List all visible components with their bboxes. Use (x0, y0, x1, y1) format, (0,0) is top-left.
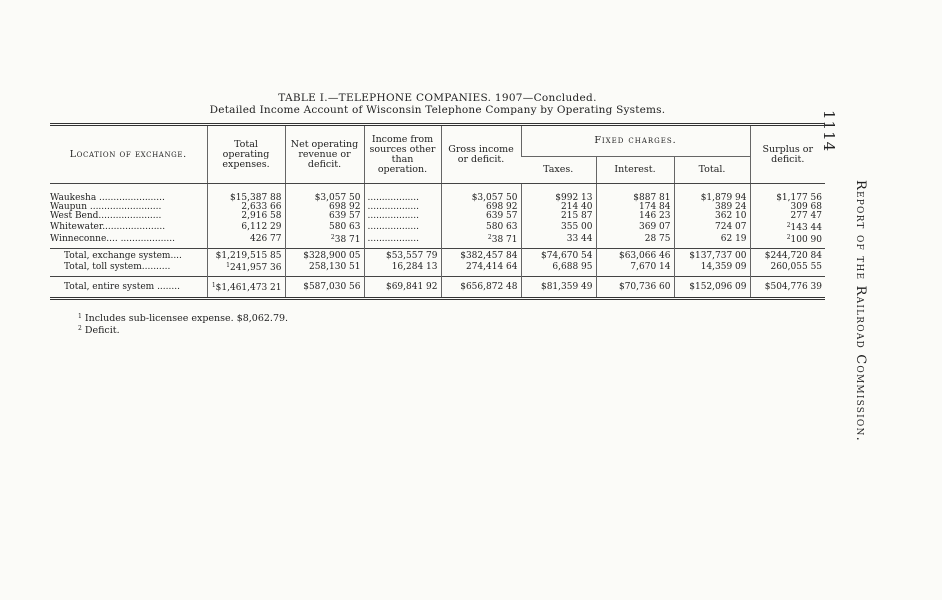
taxes-cell (521, 184, 596, 204)
exchange-name-cell (50, 261, 207, 277)
cell-value: 639 57 (329, 211, 361, 221)
cell-value: $587,030 56 (303, 281, 361, 292)
cell-value: .................. (367, 233, 419, 244)
operating-cell (207, 184, 285, 204)
total-cell (674, 184, 750, 204)
exchange-name-cell (50, 277, 207, 299)
cell-value: $1,879 94 (700, 193, 747, 203)
grand-total-row (50, 277, 825, 299)
footnote-mark: 2 (78, 325, 82, 332)
cell-value: 143 44 (790, 223, 823, 233)
taxes-cell (521, 277, 596, 299)
gross-cell (441, 277, 521, 299)
cell-value: $382,457 84 (460, 251, 518, 261)
cell-value: Whitewater...................... (50, 221, 166, 232)
cell-value: Waukesha ....................... (50, 193, 165, 203)
interest-cell (596, 277, 674, 299)
gross-cell (441, 233, 521, 249)
footnote-mark: 2 (487, 234, 492, 241)
header-fixed-total: Total. (674, 157, 750, 184)
cell-value: 2,633 66 (241, 202, 282, 212)
cell-value: 14,359 09 (700, 261, 747, 272)
header-location: Location of exchange. (50, 125, 207, 184)
cell-value: $1,177 56 (776, 193, 823, 203)
total-cell (674, 249, 750, 262)
cell-value: 62 19 (720, 233, 747, 244)
cell-value: 277 47 (790, 211, 823, 221)
cell-value: Total, exchange system.... (64, 251, 182, 261)
cell-value: 362 10 (715, 211, 747, 221)
other-cell (364, 233, 441, 249)
operating-cell (207, 221, 285, 233)
gross-cell (441, 184, 521, 204)
cell-value: 2,916 58 (241, 211, 282, 221)
footnote-mark: 1 (78, 313, 82, 320)
interest-cell (596, 233, 674, 249)
gross-cell (441, 261, 521, 277)
cell-value: Waupun ......................... (50, 202, 162, 212)
exchange-name-cell (50, 221, 207, 233)
header-taxes: Taxes. (521, 157, 596, 184)
cell-value: $1,219,515 85 (215, 251, 282, 261)
cell-value: $70,736 60 (618, 281, 671, 292)
cell-value: 241,957 36 (229, 263, 282, 273)
income-table (50, 123, 825, 300)
cell-value: $244,720 84 (764, 251, 823, 261)
footnotes (78, 312, 288, 336)
total-cell (674, 233, 750, 249)
table-row (50, 184, 825, 204)
surplus-cell (750, 277, 825, 299)
operating-cell (207, 249, 285, 262)
cell-value: 580 63 (486, 221, 518, 232)
running-head: Report of the Railroad Commission. (853, 180, 868, 442)
net-cell (285, 221, 364, 233)
cell-value: 639 57 (486, 211, 518, 221)
header-income-other: Income from sources other than operation. (364, 125, 441, 184)
total-cell (674, 212, 750, 221)
cell-value: 7,670 14 (630, 261, 671, 272)
cell-value: 355 00 (561, 221, 593, 232)
cell-value: 309 68 (790, 202, 823, 212)
operating-cell (207, 277, 285, 299)
surplus-cell (750, 249, 825, 262)
table-row (50, 233, 825, 249)
table-title: TABLE I.—TELEPHONE COMPANIES. 1907—Concluded. (278, 92, 597, 104)
taxes-cell (521, 212, 596, 221)
interest-cell (596, 212, 674, 221)
exchange-name-cell (50, 233, 207, 249)
taxes-cell (521, 261, 596, 277)
header-total-operating: Total operating expenses. (207, 125, 285, 184)
cell-value: $53,557 79 (385, 251, 438, 261)
gross-cell (441, 249, 521, 262)
cell-value: 100 90 (790, 235, 823, 245)
header-fixed-charges: Fixed charges. (521, 125, 750, 157)
exchange-name-cell (50, 212, 207, 221)
cell-value: 698 92 (329, 202, 361, 212)
surplus-cell (750, 221, 825, 233)
table-subtitle: Detailed Income Account of Wisconsin Telephone Company by Operating Systems. (209, 104, 666, 116)
cell-value: 174 84 (639, 202, 671, 212)
cell-value: 698 92 (486, 202, 518, 212)
total-row (50, 249, 825, 262)
footnote (78, 324, 288, 336)
total-row (50, 261, 825, 277)
exchange-name-cell (50, 184, 207, 204)
table-row (50, 203, 825, 212)
cell-value: 6,688 95 (552, 261, 593, 272)
interest-cell (596, 221, 674, 233)
cell-value: Winneconne.... ................... (50, 233, 175, 244)
cell-value: $992 13 (555, 193, 593, 203)
taxes-cell (521, 249, 596, 262)
cell-value: $81,359 49 (540, 281, 593, 292)
cell-value: Total, entire system ........ (64, 281, 180, 292)
footnote-mark: 2 (786, 222, 791, 229)
cell-value: 426 77 (250, 233, 282, 244)
other-cell (364, 261, 441, 277)
table-row (50, 221, 825, 233)
footnote (78, 312, 288, 324)
operating-cell (207, 261, 285, 277)
net-cell (285, 233, 364, 249)
net-cell (285, 277, 364, 299)
cell-value: 580 63 (329, 221, 361, 232)
surplus-cell (750, 184, 825, 204)
cell-value: $656,872 48 (460, 281, 518, 292)
cell-value: 146 23 (639, 211, 671, 221)
cell-value: $3,057 50 (314, 193, 361, 203)
cell-value: 16,284 13 (391, 261, 438, 272)
cell-value: $504,776 39 (764, 281, 823, 292)
other-cell (364, 277, 441, 299)
cell-value: $152,096 09 (689, 281, 747, 292)
cell-value: 6,112 29 (241, 221, 282, 232)
cell-value: 38 71 (491, 235, 518, 245)
cell-value: .................. (367, 211, 419, 221)
page-number: 1114 (820, 110, 838, 153)
gross-cell (441, 221, 521, 233)
header-gross-income: Gross income or deficit. (441, 125, 521, 184)
other-cell (364, 249, 441, 262)
cell-value: 389 24 (715, 202, 747, 212)
cell-value: $3,057 50 (471, 193, 518, 203)
interest-cell (596, 184, 674, 204)
cell-value: Total, toll system.......... (64, 261, 171, 272)
net-cell (285, 184, 364, 204)
operating-cell (207, 212, 285, 221)
table-row (50, 212, 825, 221)
cell-value: 724 07 (715, 221, 747, 232)
net-cell (285, 212, 364, 221)
cell-value: $887 81 (633, 193, 671, 203)
cell-value: West Bend...................... (50, 211, 162, 221)
cell-value: .................. (367, 221, 419, 232)
surplus-cell (750, 212, 825, 221)
cell-value: $137,737 00 (689, 251, 747, 261)
gross-cell (441, 212, 521, 221)
cell-value: .................. (367, 202, 419, 212)
table-body (50, 184, 825, 299)
net-cell (285, 261, 364, 277)
footnote-text: Includes sub-licensee expense. $8,062.79. (81, 313, 289, 324)
footnote-mark: 2 (330, 234, 335, 241)
cell-value: 28 75 (644, 233, 671, 244)
surplus-cell (750, 261, 825, 277)
cell-value: 215 87 (561, 211, 593, 221)
other-cell (364, 221, 441, 233)
total-cell (674, 277, 750, 299)
interest-cell (596, 261, 674, 277)
cell-value: $69,841 92 (385, 281, 438, 292)
footnote-mark: 1 (211, 282, 216, 289)
other-cell (364, 212, 441, 221)
cell-value: 214 40 (561, 202, 593, 212)
header-net-operating: Net operating revenue or deficit. (285, 125, 364, 184)
exchange-name-cell (50, 249, 207, 262)
cell-value: 33 44 (566, 233, 593, 244)
cell-value: 260,055 55 (770, 261, 823, 272)
cell-value: 369 07 (639, 221, 671, 232)
cell-value: 274,414 64 (465, 261, 518, 272)
footnote-mark: 2 (786, 234, 791, 241)
taxes-cell (521, 233, 596, 249)
total-cell (674, 261, 750, 277)
cell-value: 38 71 (334, 235, 361, 245)
surplus-cell (750, 233, 825, 249)
header-surplus: Surplus or deficit. (750, 125, 825, 184)
cell-value: 258,130 51 (308, 261, 361, 272)
net-cell (285, 249, 364, 262)
footnote-mark: 1 (226, 262, 230, 269)
footnote-text: Deficit. (81, 325, 120, 336)
cell-value: $15,387 88 (229, 193, 282, 203)
interest-cell (596, 249, 674, 262)
header-interest: Interest. (596, 157, 674, 184)
taxes-cell (521, 221, 596, 233)
operating-cell (207, 233, 285, 249)
total-cell (674, 221, 750, 233)
cell-value: $328,900 05 (303, 251, 361, 261)
cell-value: $74,670 54 (540, 251, 593, 261)
cell-value: $1,461,473 21 (215, 283, 282, 293)
other-cell (364, 184, 441, 204)
cell-value: .................. (367, 193, 419, 203)
cell-value: $63,066 46 (618, 251, 671, 261)
